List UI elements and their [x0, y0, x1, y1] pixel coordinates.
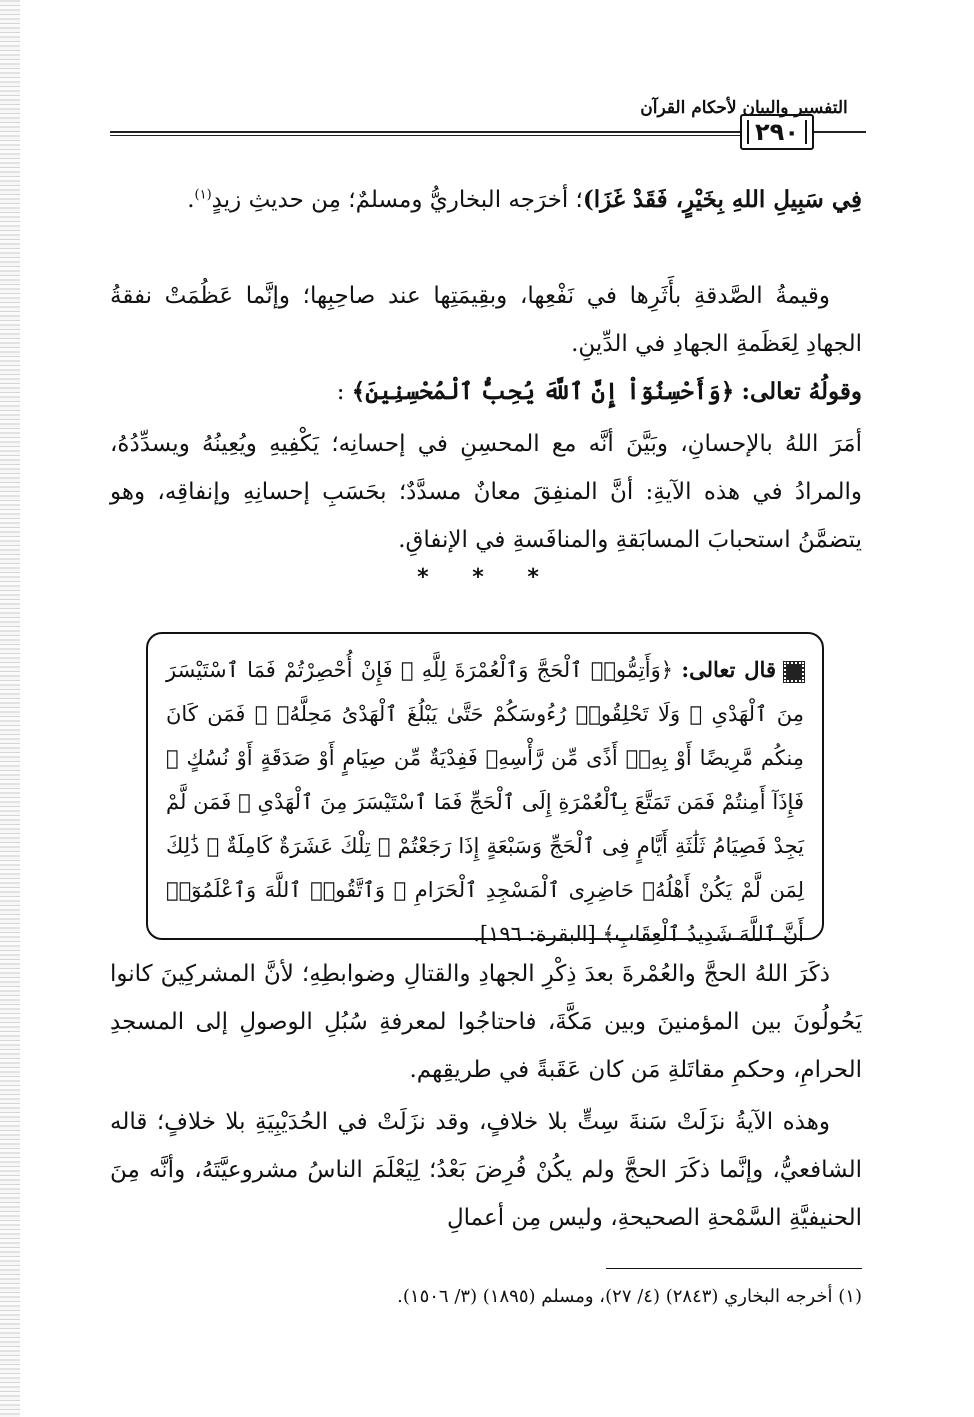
- footnote-text: أخرجه البخاري (٢٨٤٣) (٤/ ٢٧)، ومسلم (١٨٩٥) (٣/ ١٥٠٦).: [397, 1286, 833, 1307]
- paragraph-charity-value: وقيمةُ الصَّدقةِ بأَثَرِها في نَفْعِها، وبقِيمَتِها عند صاحِبِها؛ وإنَّما عَظُمَتْ نفقةُ الجهادِ لِعَظَمةِ الجهادِ في الدِّينِ.: [110, 283, 862, 357]
- verse-quote-ihsan: ﴿وَأَحْسِنُوٓاْ إِنَّ ٱللَّهَ يُحِبُّ ٱلْمُحْسِنِينَ﴾: [351, 378, 735, 405]
- header-rule-left-under: [110, 135, 740, 136]
- page-number: ٢٩٠: [740, 114, 814, 150]
- footnote-rule: [606, 1268, 862, 1269]
- paragraph-ihsan-explanation: أمَرَ اللهُ بالإحسانِ، وبَيَّنَ أنَّه مع المحسِنِ في إحسانِه؛ يَكْفِيهِ ويُعِينُهُ ويسدِّدُهُ، والمرادُ في هذه الآيةِ: أنَّ المنفِقَ معانٌ مسدَّدٌ؛ بحَسَبِ إحسانِهِ وإنفاقِه، وهو يتضمَّنُ استحبابَ المسابَقةِ والمنافَسةِ في الإنفاقِ.: [110, 431, 862, 553]
- paragraph-revelation-year: وهذه الآيةُ نزَلَتْ سَنةَ سِتٍّ بلا خلافٍ، وقد نزَلَتْ في الحُدَيْبِيَةِ بلا خلافٍ؛ قاله الشافعيُّ، وإنَّما ذكَرَ الحجَّ ولم يكُنْ فُرِضَ بَعْدُ؛ لِيَعْلَمَ الناسُ مشروعيَّتَهُ، وأنَّه مِنَ الحنيفيَّةِ السَّمْحةِ الصحيحةِ، وليس مِن أعمالِ: [110, 1109, 862, 1231]
- footnote-marker: (١): [838, 1286, 862, 1307]
- paragraph-verse-heading: [110, 368, 862, 416]
- section-separator: * * *: [417, 565, 557, 590]
- header-rule-right: [814, 131, 866, 133]
- hadith-quote: فِي سَبِيلِ اللهِ بِخَيْرٍ، فَقَدْ غَزَا): [582, 186, 862, 213]
- paragraph-hadith-end: [110, 176, 862, 224]
- paragraph-end: .: [187, 187, 195, 213]
- verse-heading-end: :: [336, 379, 345, 405]
- paragraph-hajj-after-jihad: ذكَرَ اللهُ الحجَّ والعُمْرةَ بعدَ ذِكْرِ الجهادِ والقتالِ وضوابطِهِ؛ لأنَّ المشركِينَ كانوا يَحُولُونَ بين المؤمنينَ وبين مَكَّةَ، فاحتاجُوا لمعرفةِ سُبُلِ الوصولِ إلى المسجدِ الحرامِ، وحكمِ مقاتَلةِ مَن كان عَقَبةً في طريقِهم.: [110, 961, 862, 1083]
- verse-box-lead: قال تعالى:: [681, 657, 776, 682]
- verse-heading-lead: وقولُهُ تعالى:: [741, 378, 862, 405]
- header-rule-left: [110, 131, 740, 133]
- verse-box-verse: ﴿وَأَتِمُّوا۟ ٱلْحَجَّ وَٱلْعُمْرَةَ لِلَّهِ ۚ فَإِنْ أُحْصِرْتُمْ فَمَا ٱسْتَيْسَرَ مِنَ ٱلْهَدْىِ ۖ وَلَا تَحْلِقُوا۟ رُءُوسَكُمْ حَتَّىٰ يَبْلُغَ ٱلْهَدْىُ مَحِلَّهُۥ ۚ فَمَن كَانَ مِنكُم مَّرِيضًا أَوْ بِهِۦٓ أَذًى مِّن رَّأْسِهِۦ فَفِدْيَةٌ مِّن صِيَامٍ أَوْ صَدَقَةٍ أَوْ نُسُكٍ ۚ فَإِذَآ أَمِنتُمْ فَمَن تَمَتَّعَ بِٱلْعُمْرَةِ إِلَى ٱلْحَجِّ فَمَا ٱسْتَيْسَرَ مِنَ ٱلْهَدْىِ ۚ فَمَن لَّمْ يَجِدْ فَصِيَامُ ثَلَٰثَةِ أَيَّامٍ فِى ٱلْحَجِّ وَسَبْعَةٍ إِذَا رَجَعْتُمْ ۗ تِلْكَ عَشَرَةٌ كَامِلَةٌ ۗ ذَٰلِكَ لِمَن لَّمْ يَكُنْ أَهْلُهُۥ حَاضِرِى ٱلْمَسْجِدِ ٱلْحَرَامِ ۚ وَٱتَّقُوا۟ ٱللَّهَ وَٱعْلَمُوٓا۟ أَنَّ ٱللَّهَ شَدِيدُ ٱلْعِقَابِ﴾: [166, 658, 804, 946]
- verse-box: [146, 632, 824, 946]
- verse-box-citation: [البقرة: ١٩٦].: [473, 922, 596, 946]
- footnote: [110, 1282, 862, 1312]
- running-title: التفسير والبيان لأحكام القرآن: [640, 98, 848, 118]
- footnote-ref: (١): [194, 187, 212, 203]
- ornament-icon: [784, 662, 804, 682]
- paragraph-text: ؛ أخرَجه البخاريُّ ومسلمٌ؛ مِن حديثِ زيدٍ: [211, 187, 583, 213]
